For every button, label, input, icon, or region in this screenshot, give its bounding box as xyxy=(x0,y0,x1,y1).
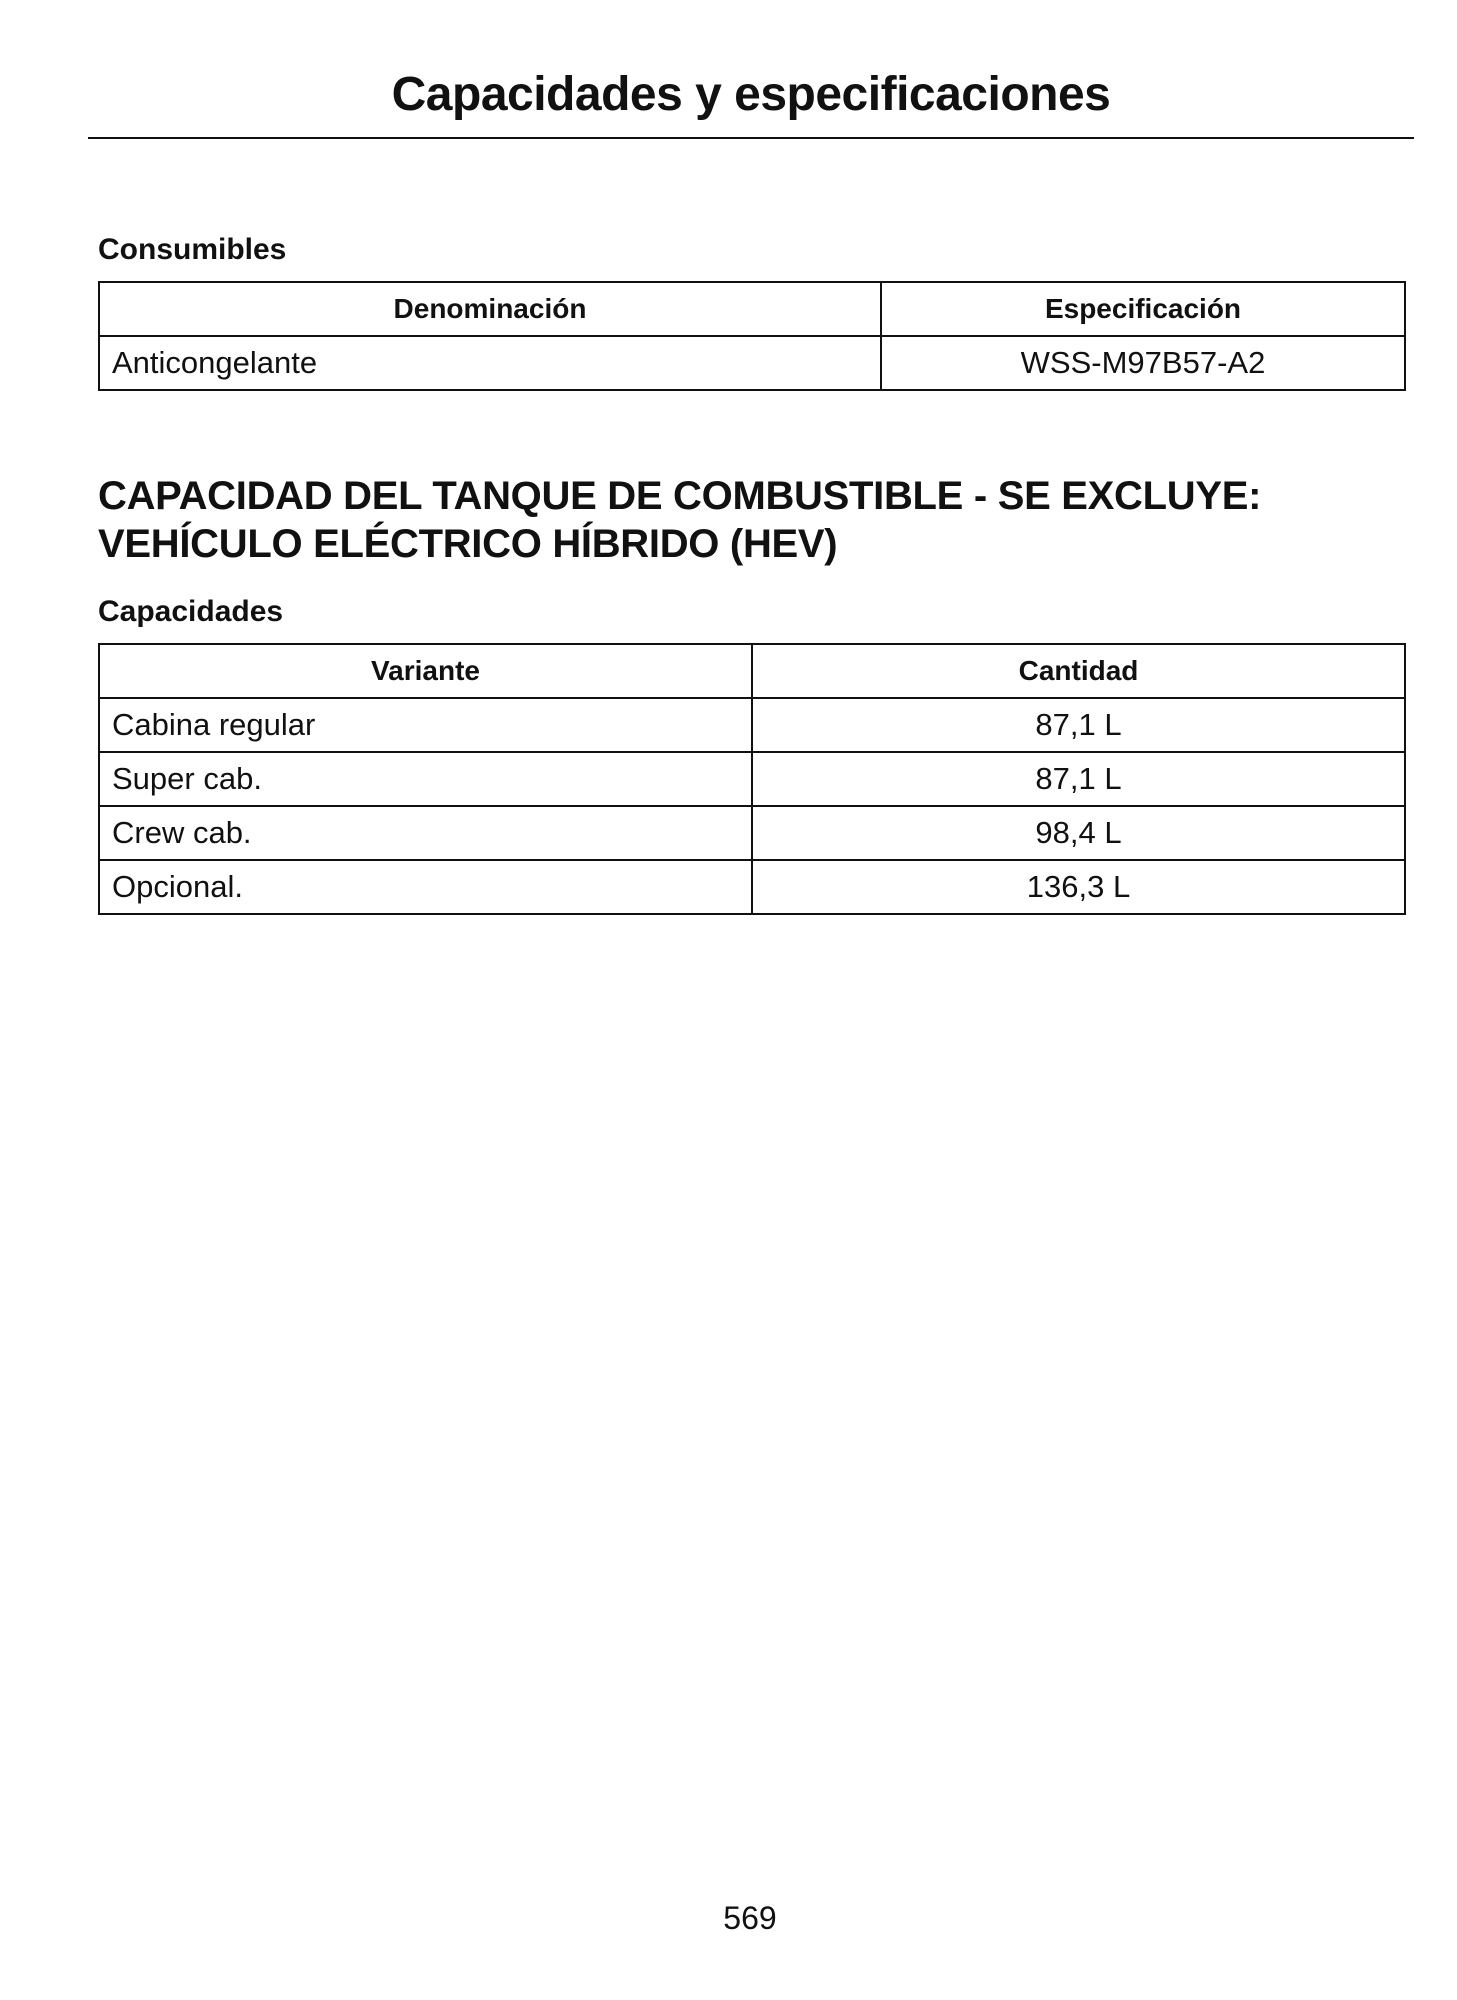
capacidades-heading: Capacidades xyxy=(98,595,284,628)
page-number: 569 xyxy=(723,1900,777,1936)
fuel-tank-section-heading xyxy=(98,472,1408,568)
column-header-cantidad: Cantidad xyxy=(752,644,1405,698)
table-row xyxy=(99,806,1405,860)
column-header-especificacion: Especificación xyxy=(881,282,1405,336)
table-header-row xyxy=(99,644,1405,698)
table-row xyxy=(99,698,1405,752)
section-heading-line-1: CAPACIDAD DEL TANQUE DE COMBUSTIBLE - SE EXCLUYE: xyxy=(98,474,1262,518)
page-title: Capacidades y especificaciones xyxy=(391,68,1111,121)
section-heading-line-2: VEHÍCULO ELÉCTRICO HÍBRIDO (HEV) xyxy=(98,522,838,566)
table-header-row xyxy=(99,282,1405,336)
row-value: 87,1 L xyxy=(752,752,1405,806)
column-header-denominacion: Denominación xyxy=(99,282,881,336)
row-value: WSS-M97B57-A2 xyxy=(881,336,1405,390)
row-name: Crew cab. xyxy=(99,806,752,860)
column-header-variante: Variante xyxy=(99,644,752,698)
row-name: Anticongelante xyxy=(99,336,881,390)
row-value: 136,3 L xyxy=(752,860,1405,914)
table-row xyxy=(99,752,1405,806)
consumibles-heading: Consumibles xyxy=(98,233,287,266)
table-row xyxy=(99,336,1405,390)
title-divider xyxy=(88,137,1414,139)
row-name: Super cab. xyxy=(99,752,752,806)
row-name: Cabina regular xyxy=(99,698,752,752)
row-name: Opcional. xyxy=(99,860,752,914)
row-value: 98,4 L xyxy=(752,806,1405,860)
capacidades-table xyxy=(98,643,1406,915)
consumibles-table xyxy=(98,281,1406,391)
table-row xyxy=(99,860,1405,914)
row-value: 87,1 L xyxy=(752,698,1405,752)
